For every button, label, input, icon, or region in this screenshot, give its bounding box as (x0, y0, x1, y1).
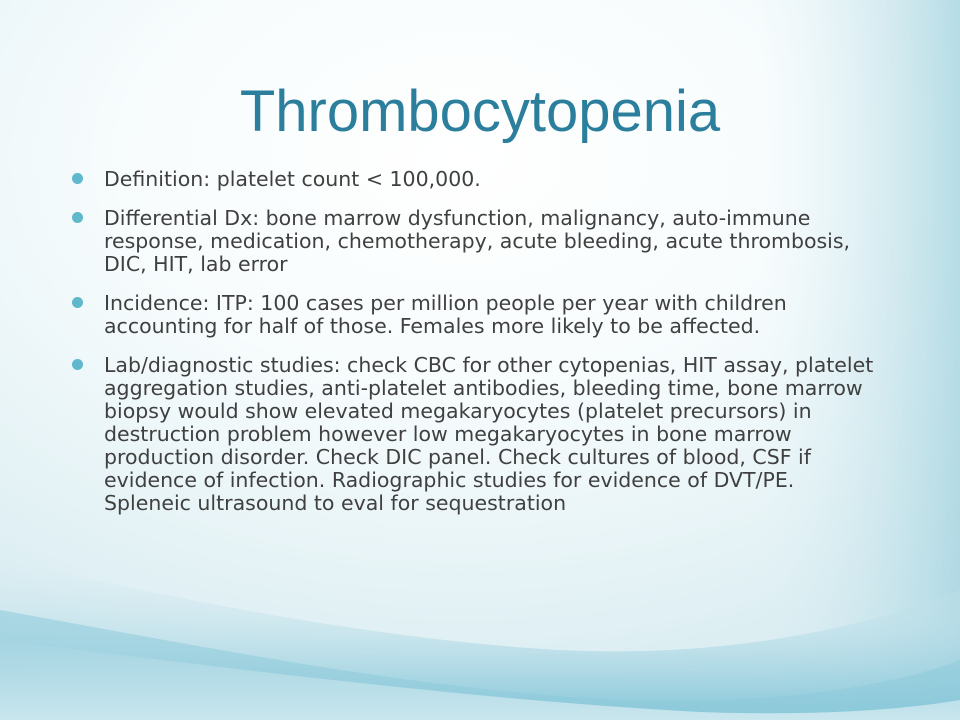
bullet-dot-icon (72, 297, 83, 308)
bullet-item (72, 168, 882, 191)
bullet-dot-icon (72, 173, 83, 184)
slide-title: Thrombocytopenia (239, 79, 721, 144)
bullet-text: Incidence: ITP: 100 cases per million people per year with children accounting for half of those. Females more likely to be affected. (104, 291, 787, 338)
bullet-text: Lab/diagnostic studies: check CBC for other cytopenias, HIT assay, platelet aggregation studies, anti-platelet antibodies, bleeding time, bone marrow biopsy would show elevated megakaryocytes (platelet precursors) in destruction problem however low megakaryocytes in bone marrow production disorder. Check DIC panel. Check cultures of blood, CSF if evidence of infection. Radiographic studies for evidence of DVT/PE. Spleneic ultrasound to eval for sequestration (104, 353, 874, 515)
bullet-text: Differential Dx: bone marrow dysfunction, malignancy, auto-immune response, medication, chemotherapy, acute bleeding, acute thrombosis, DIC, HIT, lab error (104, 206, 851, 276)
bullet-item (72, 354, 882, 515)
bullet-list (72, 168, 882, 531)
bullet-item (72, 207, 882, 276)
bullet-item (72, 292, 882, 338)
bullet-dot-icon (72, 212, 83, 223)
bullet-dot-icon (72, 359, 83, 370)
bullet-text: Definition: platelet count < 100,000. (104, 167, 481, 191)
